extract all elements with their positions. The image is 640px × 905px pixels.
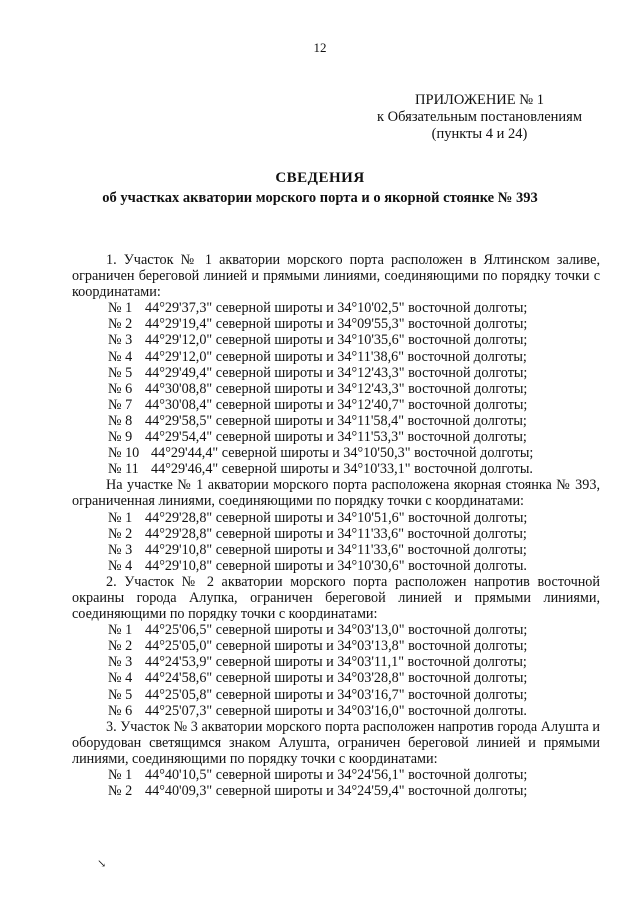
coordinate-point bbox=[72, 365, 600, 381]
point-number: № 4 bbox=[108, 557, 133, 574]
point-number: № 1 bbox=[108, 300, 133, 317]
coordinate-point bbox=[72, 316, 600, 332]
point-number: № 1 bbox=[108, 509, 133, 526]
point-coordinates: 44°29'12,0" северной широты и 34°11'38,6" восточной долготы; bbox=[145, 348, 527, 365]
coordinate-point bbox=[72, 510, 600, 526]
point-coordinates: 44°29'12,0" северной широты и 34°10'35,6" восточной долготы; bbox=[145, 332, 528, 349]
point-coordinates: 44°30'08,8" северной широты и 34°12'43,3" восточной долготы; bbox=[145, 380, 528, 397]
point-number: № 6 bbox=[108, 702, 133, 719]
page-number: 12 bbox=[313, 40, 327, 55]
coordinate-point bbox=[72, 558, 600, 574]
coordinate-point bbox=[72, 397, 600, 413]
point-number: № 2 bbox=[108, 316, 133, 333]
document-title: СВЕДЕНИЯ bbox=[275, 170, 365, 186]
point-coordinates: 44°30'08,4" северной широты и 34°12'40,7" восточной долготы; bbox=[145, 396, 528, 413]
point-number: № 2 bbox=[108, 525, 133, 542]
coordinate-point bbox=[72, 654, 600, 670]
coordinate-point bbox=[72, 526, 600, 542]
section-intro: На участке № 1 акватории морского порта расположена якорная стоянка № 393, ограниченная линиями, соединяющими по порядку точки с координатами: bbox=[72, 477, 600, 510]
point-coordinates: 44°29'49,4" северной широты и 34°12'43,3" восточной долготы; bbox=[145, 364, 528, 381]
coordinate-point bbox=[72, 349, 600, 365]
point-number: № 5 bbox=[108, 364, 133, 381]
point-number: № 5 bbox=[108, 686, 133, 703]
point-coordinates: 44°25'07,3" северной широты и 34°03'16,0" восточной долготы. bbox=[145, 702, 527, 719]
document-body bbox=[72, 252, 600, 799]
appendix-clauses: (пункты 4 и 24) bbox=[431, 126, 528, 142]
coordinate-point bbox=[72, 445, 600, 461]
point-number: № 11 bbox=[108, 461, 139, 478]
coordinate-point bbox=[72, 429, 600, 445]
appendix-title: ПРИЛОЖЕНИЕ № 1 bbox=[415, 92, 544, 108]
point-coordinates: 44°29'28,8" северной широты и 34°11'33,6" восточной долготы; bbox=[145, 525, 527, 542]
point-coordinates: 44°25'06,5" северной широты и 34°03'13,0" восточной долготы; bbox=[145, 622, 528, 639]
coordinate-point bbox=[72, 332, 600, 348]
point-number: № 1 bbox=[108, 767, 133, 783]
point-number: № 7 bbox=[108, 396, 133, 413]
coordinate-point bbox=[72, 687, 600, 703]
coordinate-point bbox=[72, 461, 600, 477]
section bbox=[72, 477, 600, 574]
point-coordinates: 44°29'44,4" северной широты и 34°10'50,3" восточной долготы; bbox=[151, 445, 534, 462]
document-subtitle: об участках акватории морского порта и о якорной стоянке № 393 bbox=[102, 190, 538, 206]
point-coordinates: 44°24'58,6" северной широты и 34°03'28,8" восточной долготы; bbox=[145, 670, 528, 687]
coordinate-point bbox=[72, 638, 600, 654]
coordinate-point bbox=[72, 381, 600, 397]
point-number: № 3 bbox=[108, 654, 133, 671]
point-number: № 3 bbox=[108, 541, 133, 558]
section-intro: 3. Участок № 3 акватории морского порта расположен напротив города Алушта и оборудован светящимся знаком Алушта, ограничен береговой линией и прямыми линиями, соединяющими по порядку точки с координатами: bbox=[72, 718, 600, 767]
point-coordinates: 44°29'54,4" северной широты и 34°11'53,3" восточной долготы; bbox=[145, 429, 527, 446]
section-intro: 1. Участок № 1 акватории морского порта расположен в Ялтинском заливе, ограничен береговой линией и прямыми линиями, соединяющими по порядку точки с координатами: bbox=[72, 252, 600, 301]
coordinate-point bbox=[72, 703, 600, 719]
section-intro: 2. Участок № 2 акватории морского порта расположен напротив восточной окраины города Алупка, ограничен береговой линией и прямыми линиями, соединяющими по порядку точки с координатами: bbox=[72, 573, 600, 623]
scan-mark: ↘ bbox=[97, 858, 107, 870]
point-number: № 10 bbox=[108, 445, 140, 462]
point-coordinates: 44°29'58,5" северной широты и 34°11'58,4" восточной долготы; bbox=[145, 412, 527, 429]
point-coordinates: 44°24'53,9" северной широты и 34°03'11,1" восточной долготы; bbox=[145, 654, 527, 671]
section bbox=[72, 719, 600, 799]
point-coordinates: 44°29'28,8" северной широты и 34°10'51,6" восточной долготы; bbox=[145, 509, 528, 526]
point-coordinates: 44°25'05,8" северной широты и 34°03'16,7" восточной долготы; bbox=[145, 686, 528, 703]
point-number: № 6 bbox=[108, 380, 133, 397]
coordinate-point bbox=[72, 542, 600, 558]
appendix-header bbox=[377, 92, 582, 143]
coordinate-point bbox=[72, 622, 600, 638]
point-coordinates: 44°29'37,3" северной широты и 34°10'02,5" восточной долготы; bbox=[145, 300, 528, 317]
coordinate-point bbox=[72, 670, 600, 686]
coordinate-point bbox=[72, 300, 600, 316]
point-number: № 4 bbox=[108, 348, 133, 365]
point-number: № 9 bbox=[108, 429, 133, 446]
point-number: № 2 bbox=[108, 783, 133, 800]
section bbox=[72, 252, 600, 477]
point-number: № 1 bbox=[108, 622, 133, 639]
point-coordinates: 44°40'09,3" северной широты и 34°24'59,4" восточной долготы; bbox=[145, 783, 528, 800]
point-coordinates: 44°40'10,5" северной широты и 34°24'56,1" восточной долготы; bbox=[145, 767, 528, 783]
point-coordinates: 44°29'46,4" северной широты и 34°10'33,1" восточной долготы. bbox=[151, 461, 533, 478]
coordinate-point bbox=[72, 767, 600, 783]
coordinate-point bbox=[72, 783, 600, 799]
point-coordinates: 44°29'10,8" северной широты и 34°11'33,6" восточной долготы; bbox=[145, 541, 527, 558]
point-number: № 2 bbox=[108, 638, 133, 655]
point-coordinates: 44°29'10,8" северной широты и 34°10'30,6" восточной долготы. bbox=[145, 557, 527, 574]
point-coordinates: 44°25'05,0" северной широты и 34°03'13,8" восточной долготы; bbox=[145, 638, 528, 655]
point-number: № 3 bbox=[108, 332, 133, 349]
section bbox=[72, 574, 600, 719]
appendix-subtitle: к Обязательным постановлениям bbox=[377, 109, 582, 125]
point-number: № 4 bbox=[108, 670, 133, 687]
point-number: № 8 bbox=[108, 412, 133, 429]
point-coordinates: 44°29'19,4" северной широты и 34°09'55,3" восточной долготы; bbox=[145, 316, 528, 333]
coordinate-point bbox=[72, 413, 600, 429]
